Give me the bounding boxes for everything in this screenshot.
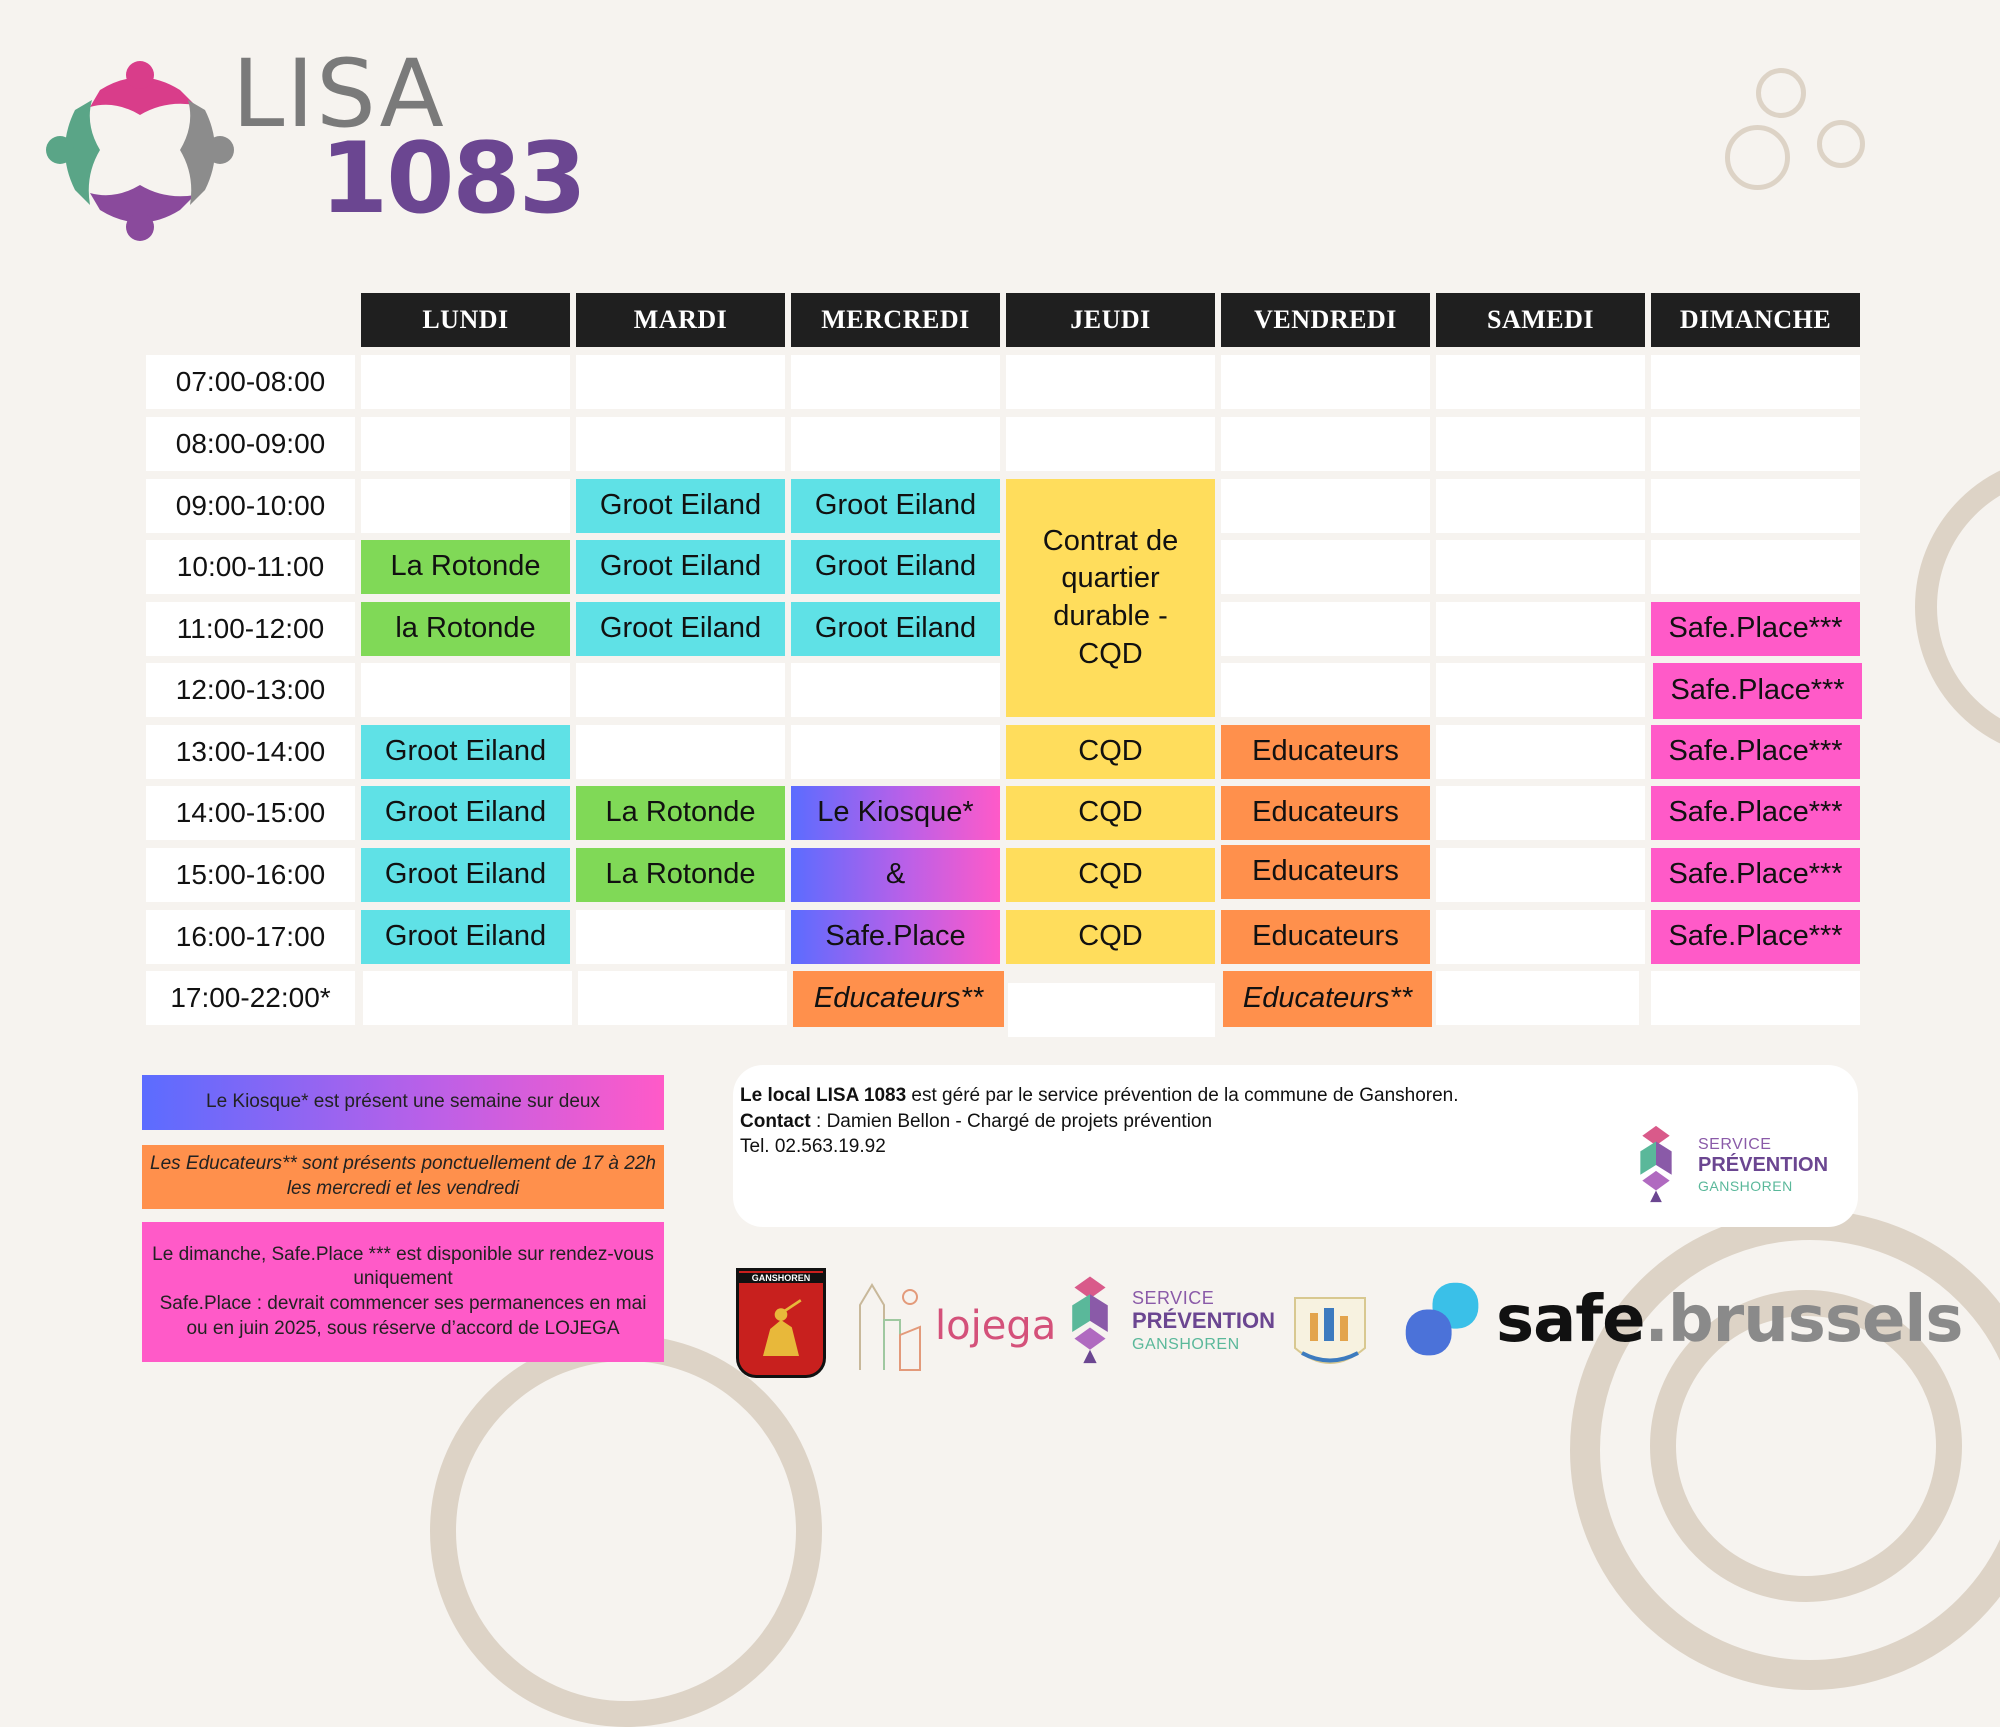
slot-activity: Groot Eiland — [576, 540, 785, 594]
slot-activity: CQD — [1006, 725, 1215, 779]
slot-empty — [361, 663, 570, 717]
time-slot: 07:00-08:00 — [146, 355, 355, 409]
slot-empty — [791, 663, 1000, 717]
slot-activity: la Rotonde — [361, 602, 570, 656]
slot-empty — [576, 725, 785, 779]
prevention-footer-prevention: PRÉVENTION — [1132, 1308, 1276, 1333]
safe-brussels-logo — [1400, 1275, 1963, 1365]
slot-empty — [361, 355, 570, 409]
info-local-desc: est géré par le service prévention de la commune de Ganshoren. — [906, 1085, 1459, 1106]
header-dimanche: DIMANCHE — [1651, 293, 1860, 347]
prevention-label-service: SERVICE — [1698, 1136, 1772, 1153]
slot-activity: Safe.Place*** — [1651, 786, 1860, 840]
slot-empty — [578, 971, 787, 1025]
slot-empty — [1221, 540, 1430, 594]
time-slot: 13:00-14:00 — [146, 725, 355, 779]
slot-empty — [1436, 725, 1645, 779]
slot-activity: La Rotonde — [576, 848, 785, 902]
ganshoren-crest — [736, 1268, 826, 1378]
commune-emblem — [1290, 1278, 1370, 1378]
slot-activity: CQD — [1006, 786, 1215, 840]
ganshoren-crest-label: GANSHOREN — [739, 1273, 823, 1283]
slot-activity: & — [791, 848, 1000, 902]
slot-activity: Educateurs — [1221, 786, 1430, 840]
lojega-wordmark: lojega — [935, 1303, 1057, 1349]
slot-activity: Groot Eiland — [361, 725, 570, 779]
lisa-logo-icon — [45, 55, 235, 245]
time-slot: 10:00-11:00 — [146, 540, 355, 594]
header-vendredi: VENDREDI — [1221, 293, 1430, 347]
info-contact-desc: : Damien Bellon - Chargé de projets prévention — [810, 1110, 1213, 1132]
logo-word-1083: 1083 — [320, 122, 585, 236]
prevention-label-prevention: PRÉVENTION — [1698, 1154, 1829, 1176]
lojega-logo — [850, 1275, 1057, 1375]
slot-empty — [361, 479, 570, 533]
decor-ring-right-large — [1915, 455, 2000, 759]
slot-empty — [791, 355, 1000, 409]
decor-ring-right-small — [1817, 120, 1865, 168]
prevention-emblem-icon — [1626, 1122, 1686, 1210]
slot-activity: Educateurs** — [793, 971, 1004, 1027]
slot-activity: Groot Eiland — [791, 479, 1000, 533]
header-lundi: LUNDI — [361, 293, 570, 347]
legend-safeplace-line2: Safe.Place : devrait commencer ses permanences en mai ou en juin 2025, sous réserve d’accord de LOJEGA — [159, 1293, 647, 1339]
legend-safeplace — [142, 1222, 664, 1362]
slot-empty — [361, 417, 570, 471]
slot-empty — [1221, 663, 1430, 717]
time-slot: 11:00-12:00 — [146, 602, 355, 656]
safe-brussels-word-safe: safe — [1496, 1283, 1645, 1357]
slot-activity: Educateurs — [1221, 910, 1430, 964]
header-jeudi: JEUDI — [1006, 293, 1215, 347]
slot-activity-block: Contrat de quartier durable - CQD — [1006, 479, 1215, 717]
header-samedi: SAMEDI — [1436, 293, 1645, 347]
slot-activity: Educateurs — [1221, 725, 1430, 779]
decor-ring-bottom-left — [430, 1335, 822, 1727]
slot-empty — [1651, 355, 1860, 409]
time-slot: 14:00-15:00 — [146, 786, 355, 840]
prevention-footer-service: SERVICE — [1132, 1288, 1215, 1308]
time-slot: 16:00-17:00 — [146, 910, 355, 964]
slot-empty — [576, 417, 785, 471]
slot-activity: Safe.Place — [791, 910, 1000, 964]
slot-activity: Educateurs** — [1223, 971, 1432, 1027]
slot-empty — [791, 417, 1000, 471]
safe-brussels-word-brussels: .brussels — [1644, 1283, 1963, 1357]
slot-activity: Groot Eiland — [361, 848, 570, 902]
legend-safeplace-line1: Le dimanche, Safe.Place *** est disponible sur rendez-vous uniquement — [152, 1243, 654, 1290]
slot-empty — [576, 355, 785, 409]
slot-empty — [1436, 910, 1645, 964]
slot-activity: Groot Eiland — [576, 602, 785, 656]
slot-empty — [1008, 983, 1215, 1037]
slot-empty — [1006, 417, 1215, 471]
logo-word-lisa: LISA — [232, 40, 446, 149]
info-local-label: Le local LISA 1083 — [740, 1085, 907, 1106]
slot-activity: Safe.Place*** — [1651, 848, 1860, 902]
slot-empty — [1436, 663, 1645, 717]
slot-activity: CQD — [1006, 910, 1215, 964]
slot-empty — [1006, 355, 1215, 409]
legend-kiosque: Le Kiosque* est présent une semaine sur deux — [142, 1075, 664, 1130]
slot-activity: Groot Eiland — [361, 786, 570, 840]
prevention-label-ganshoren: GANSHOREN — [1698, 1178, 1793, 1194]
info-text — [740, 1083, 1460, 1160]
slot-activity: Educateurs — [1221, 845, 1430, 899]
header-mercredi: MERCREDI — [791, 293, 1000, 347]
slot-empty — [576, 910, 785, 964]
time-slot: 15:00-16:00 — [146, 848, 355, 902]
prevention-logo — [1626, 1122, 1829, 1212]
time-slot: 09:00-10:00 — [146, 479, 355, 533]
slot-activity: Safe.Place*** — [1653, 663, 1862, 719]
slot-empty — [1651, 479, 1860, 533]
slot-empty — [1436, 602, 1645, 656]
safe-brussels-wordmark — [1496, 1283, 1962, 1357]
slot-activity: Safe.Place*** — [1651, 602, 1860, 656]
slot-activity: CQD — [1006, 848, 1215, 902]
slot-empty — [1436, 355, 1645, 409]
slot-activity: Groot Eiland — [361, 910, 570, 964]
slot-empty — [1221, 602, 1430, 656]
slot-activity: Groot Eiland — [791, 602, 1000, 656]
info-contact-label: Contact — [740, 1110, 811, 1132]
slot-empty — [1221, 417, 1430, 471]
slot-activity: Groot Eiland — [576, 479, 785, 533]
slot-empty — [1436, 417, 1645, 471]
knight-icon — [745, 1289, 817, 1369]
header-mardi: MARDI — [576, 293, 785, 347]
commune-emblem-icon — [1290, 1278, 1370, 1378]
legend-educateurs: Les Educateurs** sont présents ponctuellement de 17 à 22h les mercredi et les vendredi — [142, 1145, 664, 1209]
time-slot: 08:00-09:00 — [146, 417, 355, 471]
slot-empty — [1221, 479, 1430, 533]
slot-empty — [1436, 540, 1645, 594]
slot-empty — [1436, 971, 1639, 1025]
decor-ring-small-top — [1756, 68, 1806, 118]
decor-ring-mid — [1725, 125, 1790, 190]
slot-empty — [363, 971, 572, 1025]
slot-empty — [1436, 479, 1645, 533]
slot-activity: La Rotonde — [361, 540, 570, 594]
lojega-buildings-icon — [850, 1275, 930, 1375]
info-tel: Tel. 02.563.19.92 — [740, 1136, 886, 1158]
slot-empty — [576, 663, 785, 717]
slot-empty — [1221, 355, 1430, 409]
slot-activity: Groot Eiland — [791, 540, 1000, 594]
slot-empty — [791, 725, 1000, 779]
time-slot: 12:00-13:00 — [146, 663, 355, 717]
slot-empty — [1436, 786, 1645, 840]
slot-activity: Safe.Place*** — [1651, 910, 1860, 964]
slot-empty — [1436, 848, 1645, 902]
slot-empty — [1651, 971, 1860, 1025]
slot-empty — [1651, 417, 1860, 471]
slot-activity: Le Kiosque* — [791, 786, 1000, 840]
slot-activity: Safe.Place*** — [1651, 725, 1860, 779]
time-slot: 17:00-22:00* — [146, 971, 355, 1025]
safe-brussels-icon — [1400, 1277, 1486, 1363]
prevention-logo-footer — [1055, 1272, 1275, 1372]
prevention-emblem-icon — [1055, 1272, 1125, 1372]
slot-activity: La Rotonde — [576, 786, 785, 840]
prevention-footer-ganshoren: GANSHOREN — [1132, 1336, 1240, 1353]
slot-empty — [1651, 540, 1860, 594]
